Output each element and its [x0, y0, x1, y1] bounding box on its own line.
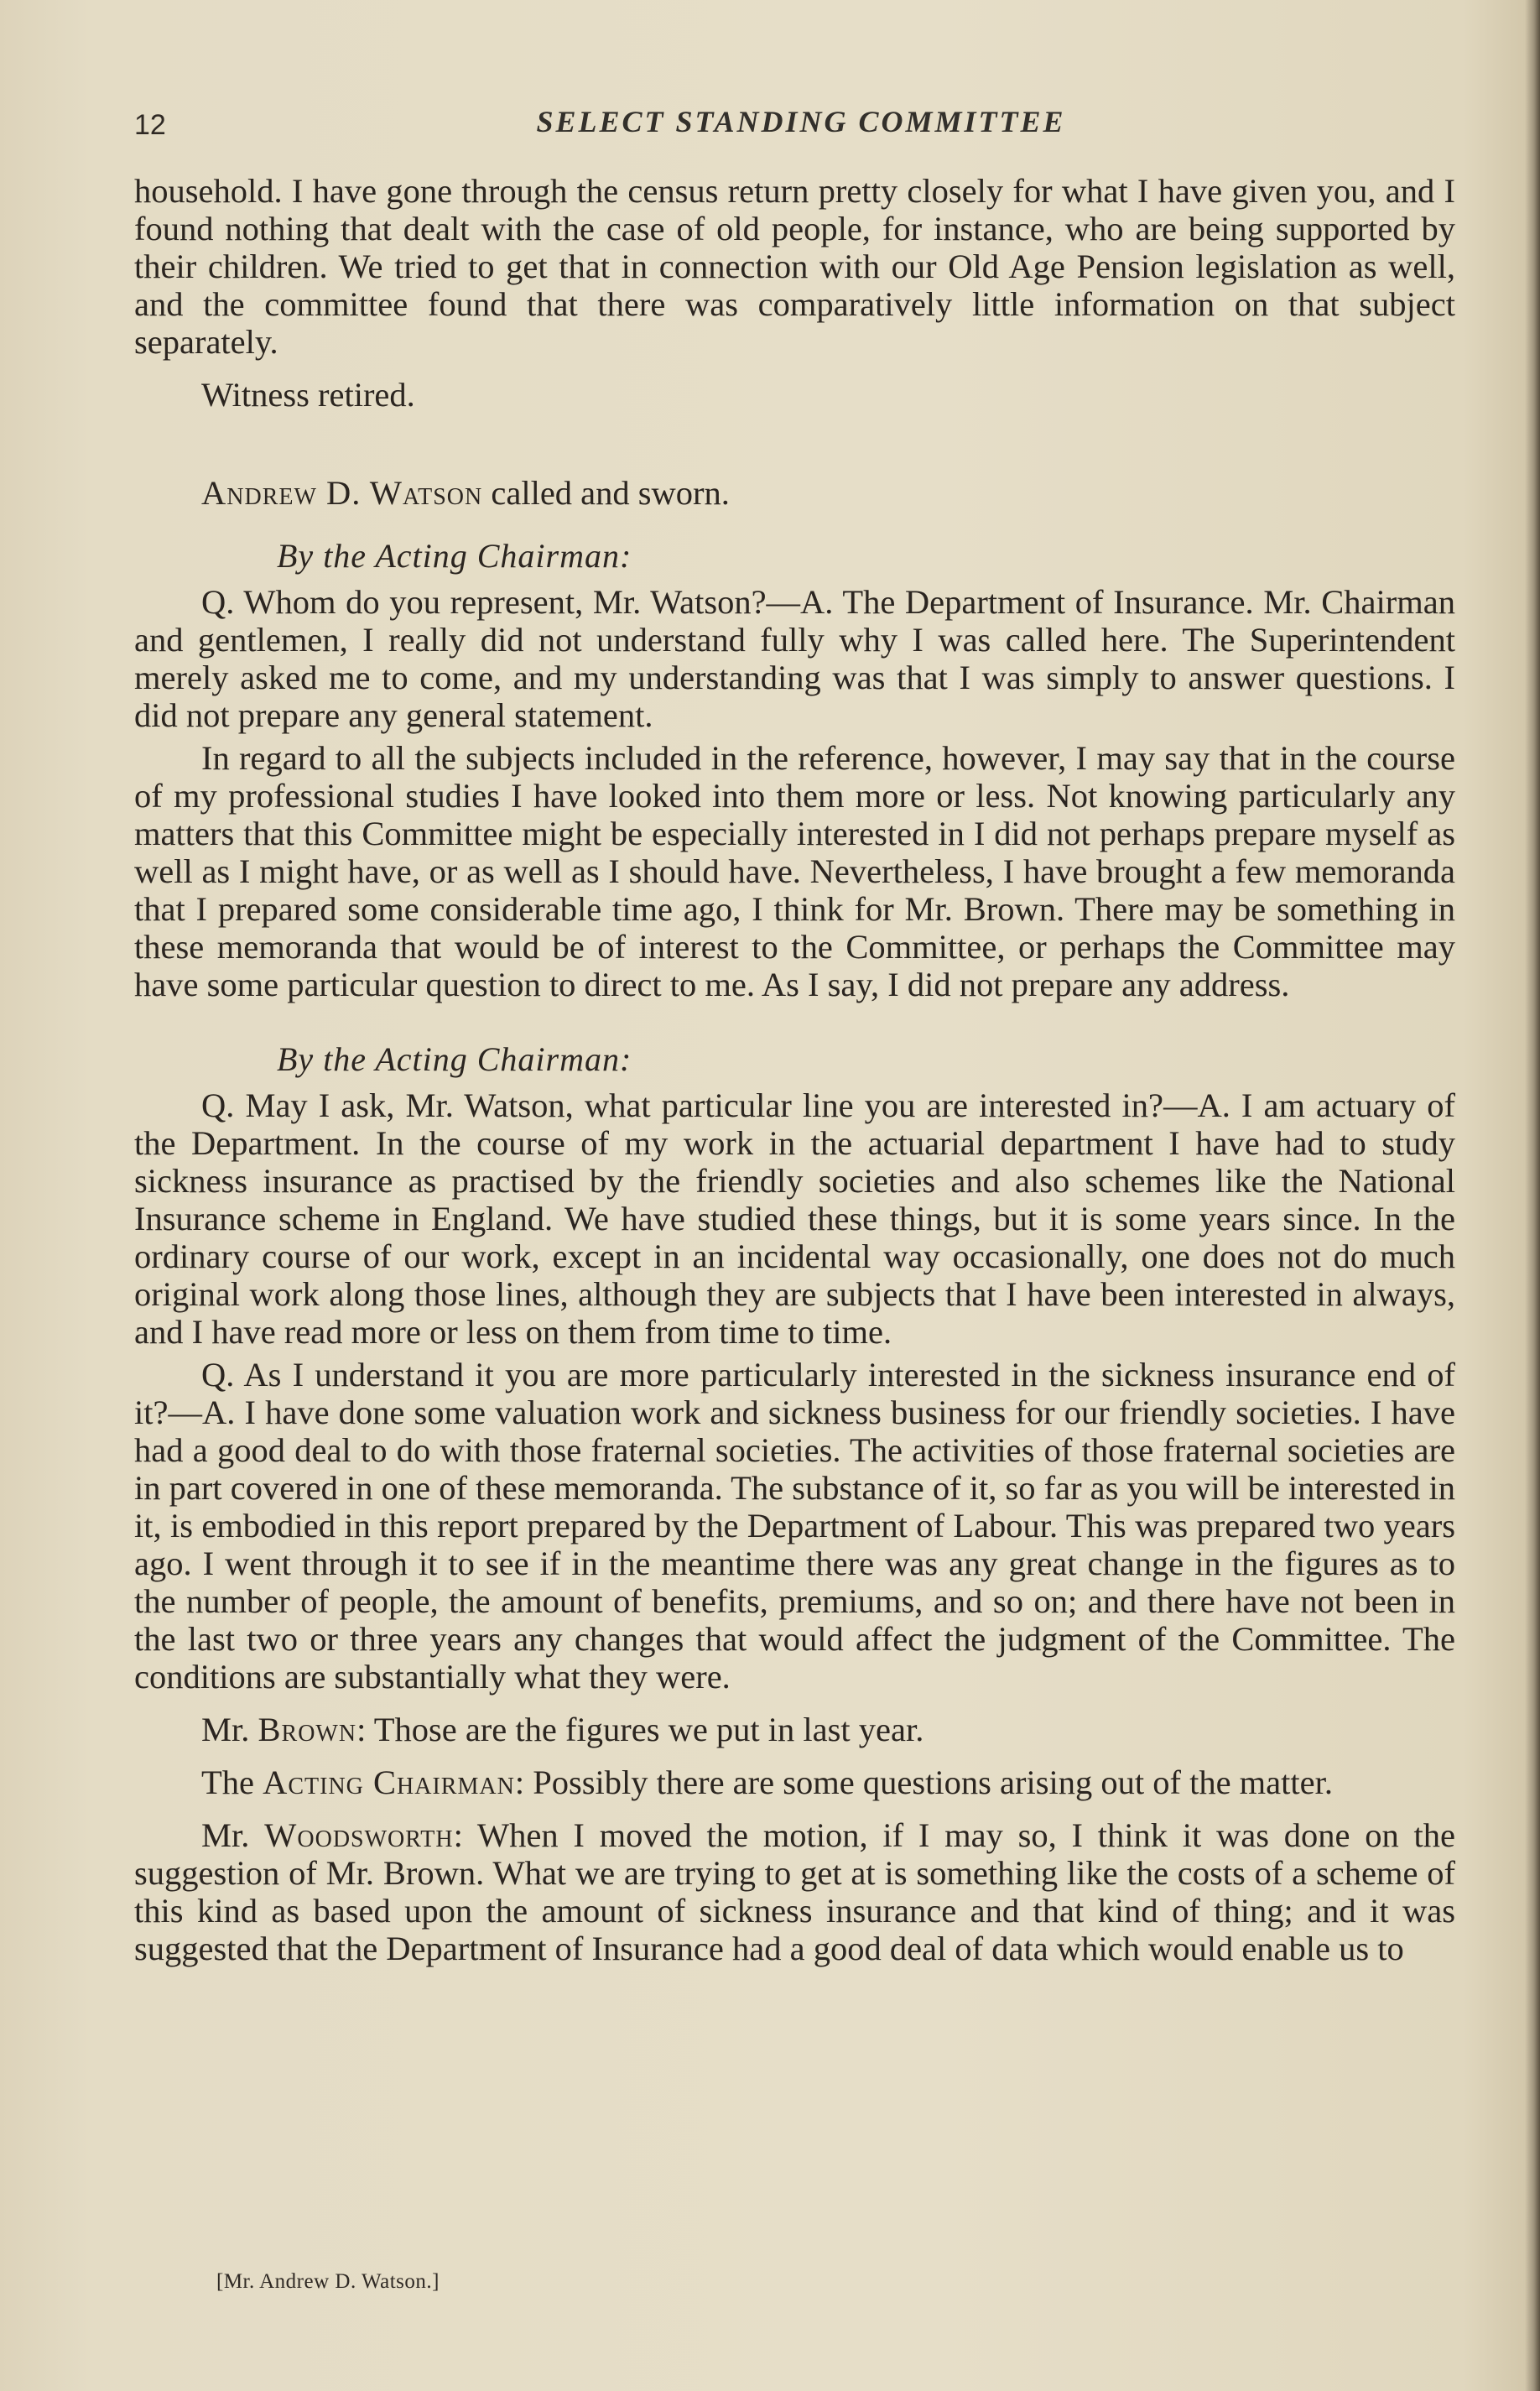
witness-retired: Witness retired. [201, 376, 415, 414]
speaker-name: Brown [258, 1711, 357, 1748]
page-spine-shadow [1525, 0, 1540, 2391]
speaker-acting-chairman-paragraph [134, 1763, 1455, 1801]
speaker-name: Woodsworth [264, 1816, 454, 1854]
paragraph-2: In regard to all the subjects included in the reference, however, I may say that in the course of my professional studies I have looked into them more or less. Not knowing particularly any matters that this Committee might be especially interested in I did not perhaps prepare myself as well as I might have, or as well as I should have. Nevertheless, I have brought a few memoranda that I prepared some considerable time ago, I think for Mr. Brown. There may be something in these memoranda that would be of interest to the Committee, or perhaps the Committee may have some particular question to direct to me. As I say, I did not prepare any address. [134, 739, 1455, 1003]
witness-called-heading [134, 474, 1455, 512]
speaker-text: : Those are the figures we put in last year. [356, 1711, 924, 1748]
examiner-subhead-2: By the Acting Chairman: [277, 1040, 632, 1078]
speaker-brown-paragraph [134, 1711, 1455, 1748]
page-header [134, 99, 1468, 149]
witness-name: Andrew D. Watson [201, 474, 483, 512]
speaker-text: : When I moved the motion, if I may so, I think it was done on the suggestion of Mr. Brown. What we are trying to get at is something like the costs of a scheme of this kind as based upon the amount of sickness insurance and that kind of thing; and it was suggested that the Department of Insurance had a good deal of data which would enable us to [134, 1816, 1456, 1967]
body-text [134, 172, 1455, 1967]
speaker-text: : Possibly there are some questions arising out of the matter. [514, 1763, 1334, 1801]
paragraph-continuation: household. I have gone through the census return pretty closely for what I have given you, and I found nothing that dealt with the case of old people, for instance, who are being supported by their children. We tried to get that in connection with our Old Age Pension legislation as well, and the committee found that there was comparatively little information on that subject separately. [134, 172, 1455, 361]
running-title: SELECT STANDING COMMITTEE [536, 105, 1066, 138]
question-answer-2: Q. May I ask, Mr. Watson, what particular line you are interested in?—A. I am actuary of the Department. In the course of my work in the actuarial department I have had to study sickness insurance as practised by the friendly societies and also schemes like the National Insurance scheme in England. We have studied these things, but it is some years since. In the ordinary course of our work, except in an incidental way occasionally, one does not do much original work along those lines, although they are subjects that I have been interested in always, and I have read more or less on them from time to time. [134, 1086, 1455, 1351]
speaker-woodsworth-paragraph [134, 1816, 1455, 1967]
page-number: 12 [134, 109, 166, 141]
witness-called-text: called and sworn. [482, 474, 730, 512]
speaker-name: Acting Chairman [263, 1763, 515, 1801]
speaker-prefix: The [201, 1763, 263, 1801]
speaker-prefix: Mr. [201, 1816, 265, 1854]
question-answer-3: Q. As I understand it you are more particularly interested in the sickness insurance end of it?—A. I have done some valuation work and sickness business for our friendly societies. I have had a good deal to do with those fraternal societies. The activities of those fraternal societies are in part covered in one of these memoranda. The substance of it, so far as you will be interested in it, is embodied in this report prepared by the Department of Labour. This was prepared two years ago. I went through it to see if in the meantime there was any great change in the figures as to the number of people, the amount of benefits, premiums, and so on; and there have not been in the last two or three years any changes that would affect the judgment of the Committee. The conditions are substantially what they were. [134, 1356, 1455, 1696]
question-answer-1: Q. Whom do you represent, Mr. Watson?—A. The Department of Insurance. Mr. Chairman and gentlemen, I really did not understand fully why I was called here. The Superintendent merely asked me to come, and my understanding was that I was simply to answer questions. I did not prepare any general statement. [134, 583, 1455, 734]
examiner-subhead-1: By the Acting Chairman: [277, 537, 632, 575]
speaker-prefix: Mr. [201, 1711, 258, 1748]
footer-witness-note: [Mr. Andrew D. Watson.] [216, 2270, 440, 2293]
